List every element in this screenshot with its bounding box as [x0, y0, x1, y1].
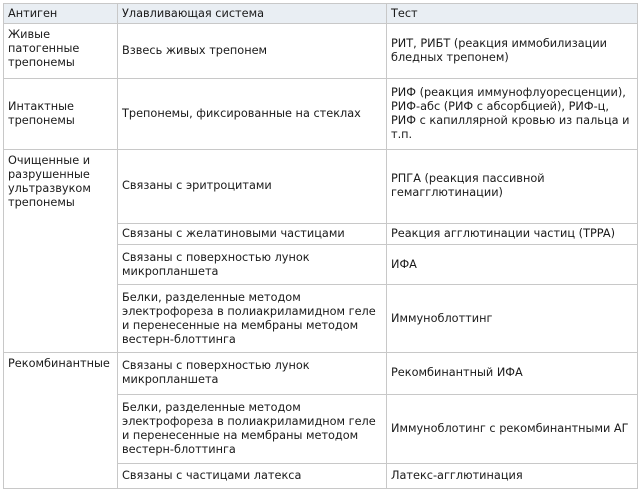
header-test: Тест	[387, 4, 638, 24]
antigen-cell: Интактные трепонемы	[4, 79, 118, 149]
table-header-row	[4, 4, 638, 24]
antigen-test-table	[3, 3, 638, 489]
table-row	[4, 149, 638, 223]
capture-system-cell: Связаны с частицами латекса	[118, 463, 387, 488]
test-cell: Иммуноблоттинг	[387, 285, 638, 353]
test-cell: Иммуноблотинг с рекомбинантными АГ	[387, 394, 638, 463]
table-row	[4, 79, 638, 149]
test-cell: РИФ (реакция иммунофлуоресценции), РИФ-абс (РИФ с абсорбцией), РИФ-ц, РИФ с капиллярной кровью из пальца и т.п.	[387, 79, 638, 149]
capture-system-cell: Связаны с желатиновыми частицами	[118, 223, 387, 244]
test-cell: РПГА (реакция пассивной гемагглютинации)	[387, 149, 638, 223]
capture-system-cell: Белки, разделенные методом электрофореза в полиакриламидном геле и перенесенные на мембраны методом вестерн-блоттинга	[118, 394, 387, 463]
capture-system-cell: Взвесь живых трепонем	[118, 24, 387, 79]
capture-system-cell: Связаны с поверхностью лунок микропланшета	[118, 244, 387, 284]
test-cell: ИФА	[387, 244, 638, 284]
test-cell: Рекомбинантный ИФА	[387, 353, 638, 394]
capture-system-cell: Белки, разделенные методом электрофореза в полиакриламидном геле и перенесенные на мембраны методом вестерн-блоттинга	[118, 285, 387, 353]
test-cell: РИТ, РИБТ (реакция иммобилизации бледных трепонем)	[387, 24, 638, 79]
test-cell: Реакция агглютинации частиц (TPPA)	[387, 223, 638, 244]
capture-system-cell: Трепонемы, фиксированные на стеклах	[118, 79, 387, 149]
capture-system-cell: Связаны с эритроцитами	[118, 149, 387, 223]
antigen-cell: Очищенные и разрушенные ультразвуком трепонемы	[4, 149, 118, 353]
header-capture-system: Улавливающая система	[118, 4, 387, 24]
antigen-cell: Живые патогенные трепонемы	[4, 24, 118, 79]
antigen-cell: Рекомбинантные	[4, 353, 118, 489]
capture-system-cell: Связаны с поверхностью лунок микропланшета	[118, 353, 387, 394]
header-antigen: Антиген	[4, 4, 118, 24]
table-row	[4, 24, 638, 79]
test-cell: Латекс-агглютинация	[387, 463, 638, 488]
table-row	[4, 353, 638, 394]
